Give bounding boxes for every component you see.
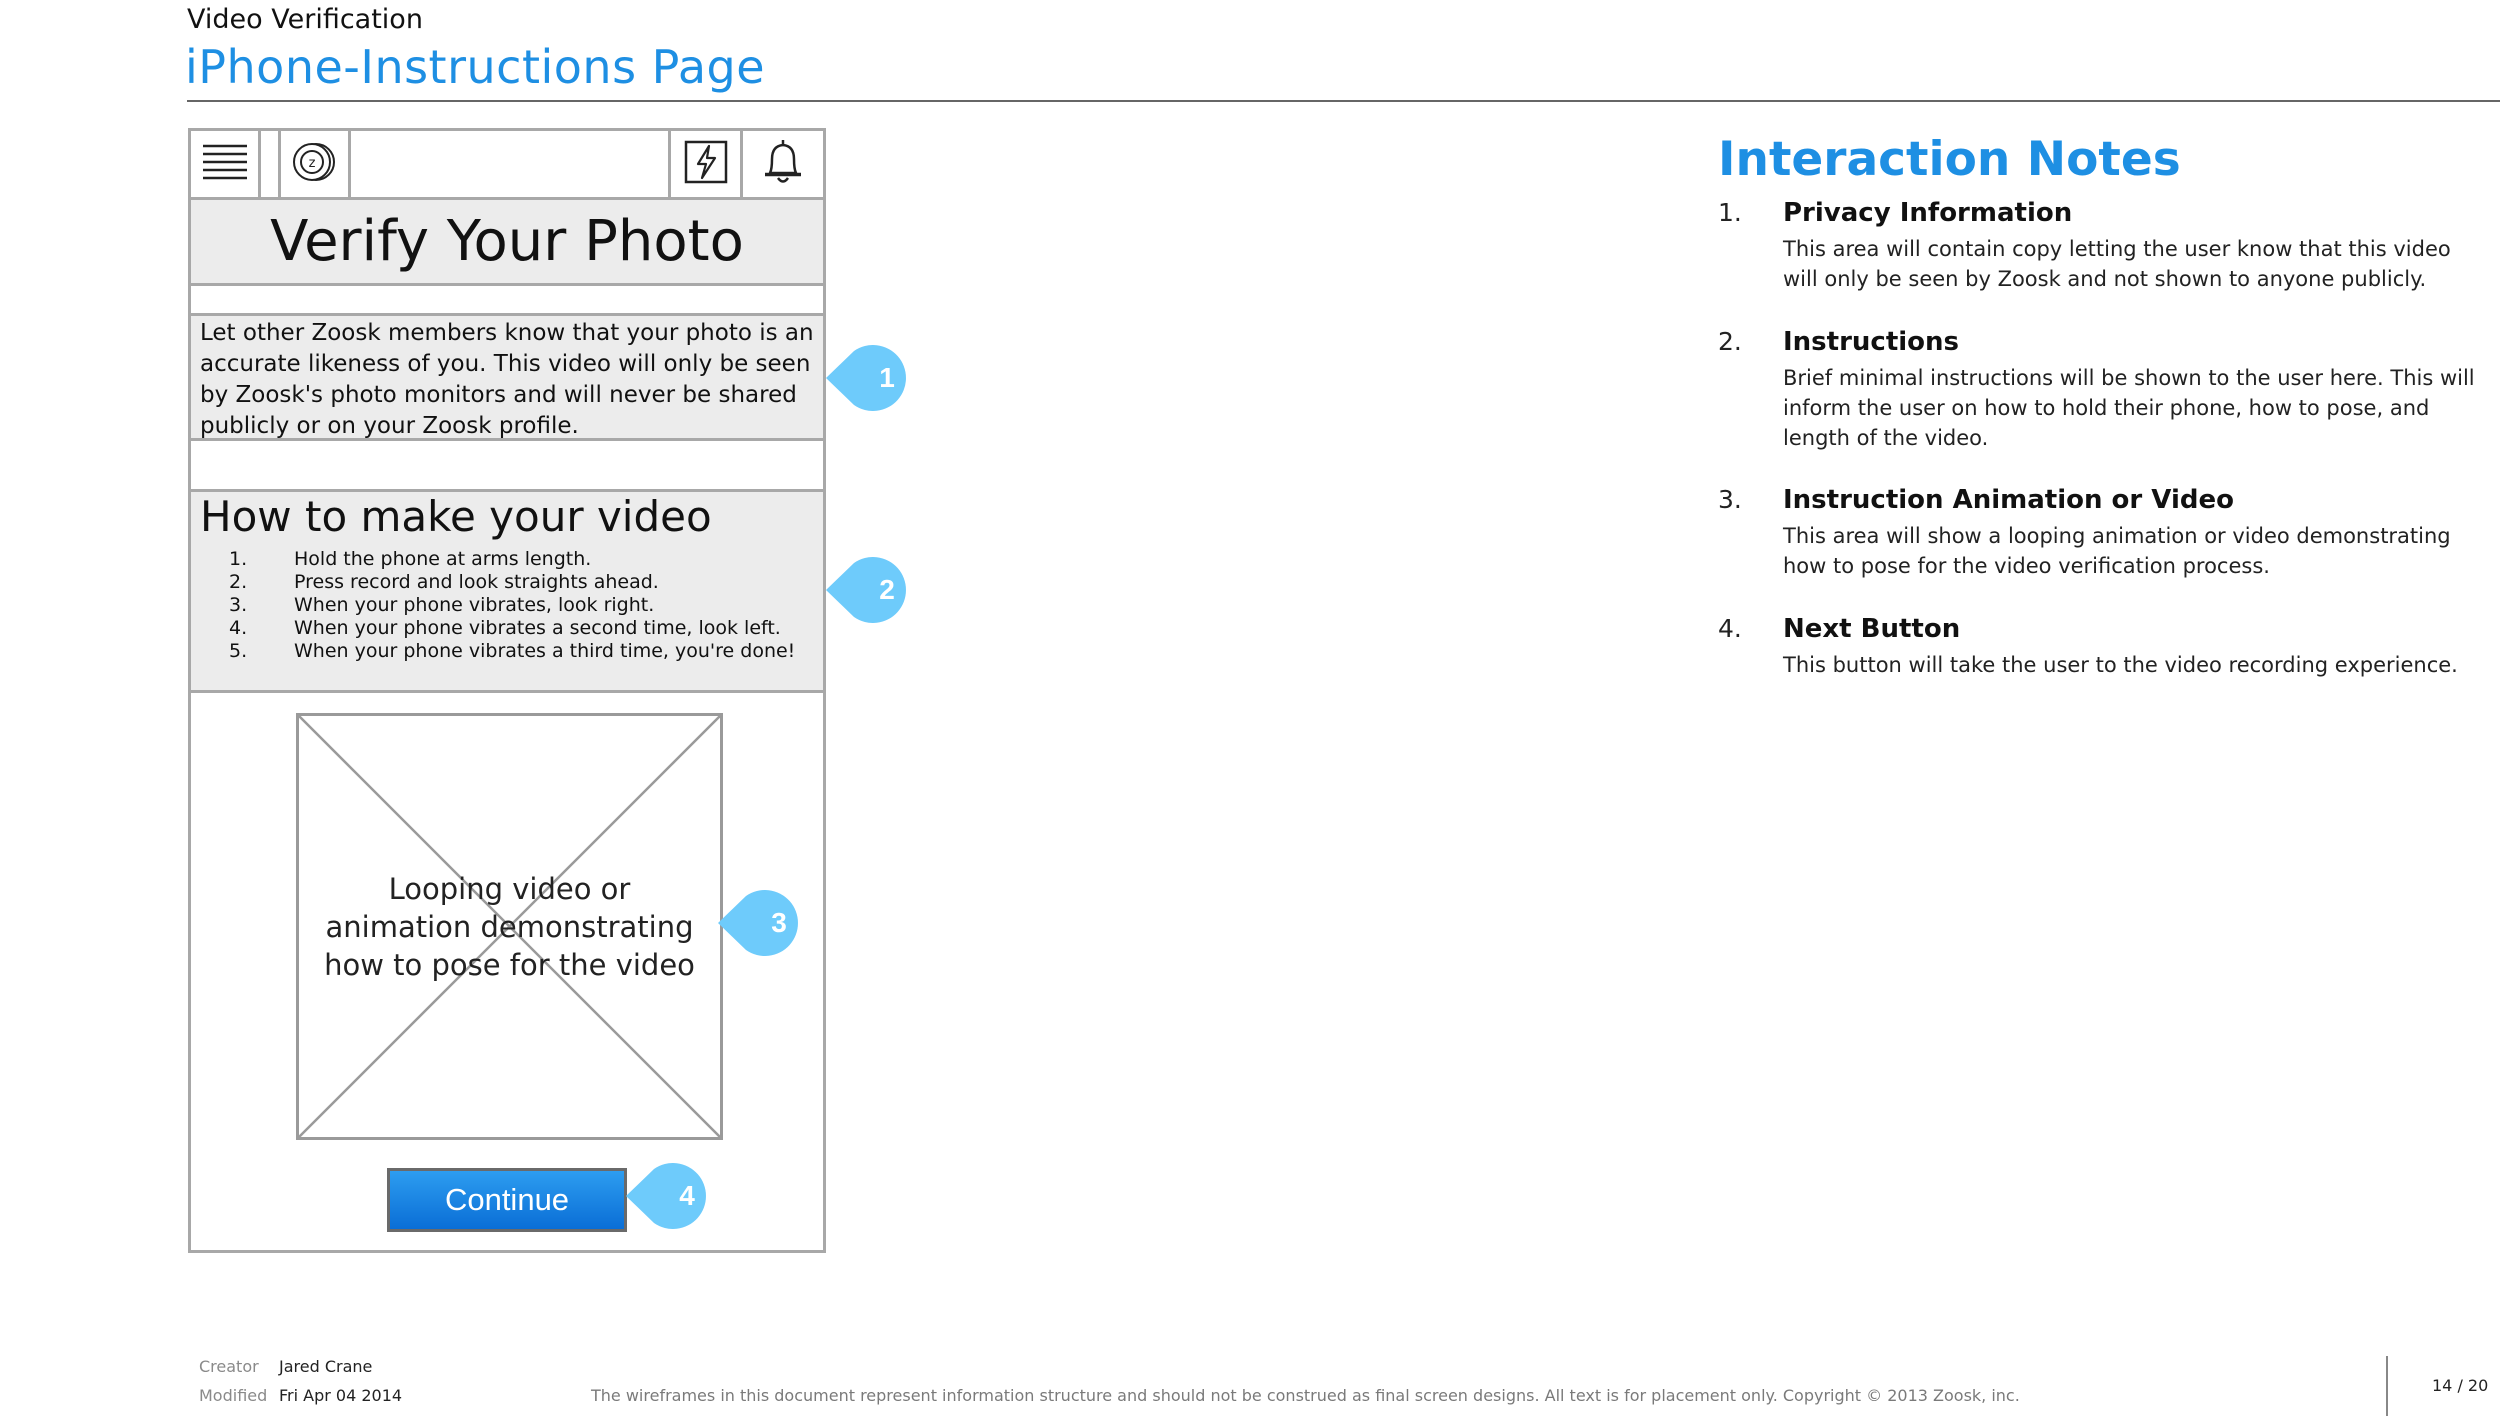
notifications-button[interactable] <box>743 131 823 197</box>
video-placeholder <box>296 713 723 1140</box>
step-number: 2. <box>229 571 248 593</box>
creator-label: Creator <box>199 1357 259 1376</box>
note-body: This area will contain copy letting the user know that this video will only be seen by Zoosk and not shown to anyone publicly. <box>1783 237 2451 291</box>
instruction-step <box>229 548 795 571</box>
coins-button[interactable] <box>281 131 351 197</box>
note-title: Privacy Information <box>1783 198 2073 228</box>
instruction-step <box>229 594 795 617</box>
interaction-notes-heading: Interaction Notes <box>1718 132 2181 187</box>
note-body: This area will show a looping animation or video demonstrating how to pose for the video verification process. <box>1783 524 2451 578</box>
instruction-step <box>229 617 795 640</box>
phone-wireframe <box>188 128 826 1253</box>
instructions-section <box>191 492 823 693</box>
svg-text:z: z <box>308 156 315 171</box>
spacer-row <box>191 441 823 492</box>
nav-empty-cell <box>351 131 671 197</box>
step-text: When your phone vibrates, look right. <box>294 594 655 616</box>
note-title: Next Button <box>1783 614 1961 644</box>
callout-marker: 3 <box>718 890 814 956</box>
document-section-label: Video Verification <box>187 4 423 35</box>
privacy-information-text: Let other Zoosk members know that your photo is an accurate likeness of you. This video will only be seen by Zoosk's photo monitors and will never be shared publicly or on your Zoosk profile. <box>191 316 823 441</box>
step-number: 1. <box>229 548 248 570</box>
instructions-list <box>229 548 795 663</box>
callout-marker: 1 <box>826 345 922 411</box>
boost-icon <box>684 140 728 188</box>
instructions-title: How to make your video <box>200 492 712 541</box>
step-number: 3. <box>229 594 248 616</box>
callout-marker: 2 <box>826 557 922 623</box>
page-number: 14 / 20 <box>2432 1376 2489 1395</box>
instruction-step <box>229 640 795 663</box>
header-divider <box>187 100 2500 102</box>
step-number: 4. <box>229 617 248 639</box>
step-text: When your phone vibrates a third time, you're done! <box>294 640 796 662</box>
app-navbar <box>191 131 823 200</box>
footer-divider <box>2386 1356 2388 1416</box>
verify-title: Verify Your Photo <box>191 200 823 286</box>
nav-separator-cell <box>261 131 281 197</box>
step-number: 5. <box>229 640 248 662</box>
note-title: Instructions <box>1783 327 1960 357</box>
creator-name: Jared Crane <box>279 1357 373 1376</box>
boost-button[interactable] <box>671 131 743 197</box>
callout-marker: 4 <box>626 1163 722 1229</box>
menu-icon <box>202 142 248 186</box>
instruction-step <box>229 571 795 594</box>
step-text: When your phone vibrates a second time, look left. <box>294 617 781 639</box>
menu-button[interactable] <box>191 131 261 197</box>
video-placeholder-label: Looping video or animation demonstrating how to pose for the video <box>324 871 695 982</box>
modified-date: Fri Apr 04 2014 <box>279 1386 403 1405</box>
zoosk-coins-icon <box>292 142 338 186</box>
note-body: This button will take the user to the video recording experience. <box>1783 653 2458 677</box>
step-text: Press record and look straights ahead. <box>294 571 659 593</box>
continue-button[interactable]: Continue <box>387 1168 627 1232</box>
page-title: iPhone-Instructions Page <box>185 40 766 94</box>
step-text: Hold the phone at arms length. <box>294 548 592 570</box>
modified-label: Modified <box>199 1386 268 1405</box>
spacer-row <box>191 286 823 316</box>
bell-icon <box>762 137 804 191</box>
footer-disclaimer: The wireframes in this document represent information structure and should not be construed as final screen designs. All text is for placement only. Copyright © 2013 Zoosk, inc. <box>591 1386 2020 1405</box>
note-body: Brief minimal instructions will be shown to the user here. This will inform the user on how to hold their phone, how to pose, and length of the video. <box>1783 366 2475 450</box>
note-title: Instruction Animation or Video <box>1783 485 2234 515</box>
